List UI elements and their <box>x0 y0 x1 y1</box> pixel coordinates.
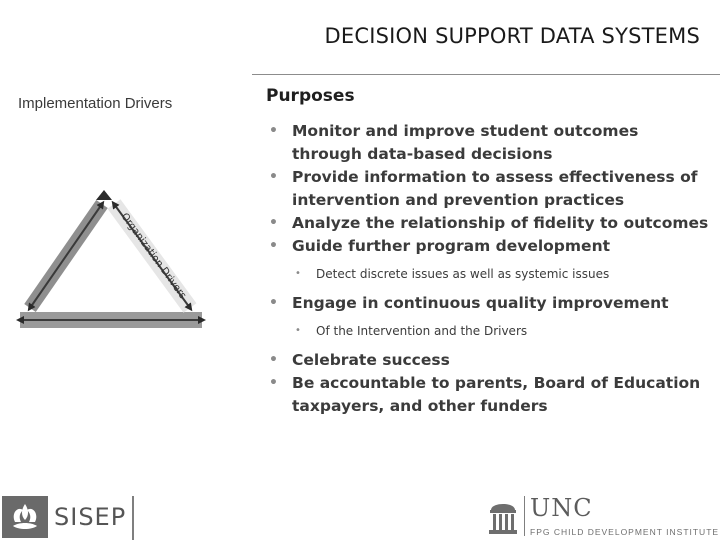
bullet-item <box>266 372 712 418</box>
bullet-text: Monitor and improve student outcomes through data-based decisions <box>292 122 639 163</box>
bullet-text: Be accountable to parents, Board of Education taxpayers, and other funders <box>292 374 701 415</box>
organization-drivers-label: Organization Drivers <box>118 211 189 302</box>
old-well-icon <box>488 496 518 536</box>
sisep-logo <box>0 494 134 540</box>
bullet-text: Analyze the relationship of fidelity to outcomes <box>292 214 709 232</box>
bullet-text: Engage in continuous quality improvement <box>292 294 669 312</box>
sisep-logo-mark-icon <box>2 496 48 538</box>
bullet-marker: • <box>269 238 278 254</box>
unc-fpg-logo <box>472 492 720 540</box>
bullet-marker: • <box>269 169 278 185</box>
bullet-text: Guide further program development <box>292 237 611 255</box>
bullet-item <box>266 120 712 166</box>
slide-title: DECISION SUPPORT DATA SYSTEMS <box>324 24 700 48</box>
bullet-item <box>266 166 712 212</box>
purposes-content <box>266 86 712 418</box>
unc-logo-text: UNC <box>530 494 593 522</box>
purposes-bullet-list <box>266 120 712 418</box>
bullet-text: Of the Intervention and the Drivers <box>316 324 528 338</box>
bullet-text: Detect discrete issues as well as systemic issues <box>316 267 610 281</box>
bullet-marker: • <box>295 325 301 336</box>
footer-left-divider <box>132 496 134 540</box>
bullet-item <box>266 212 712 235</box>
bullet-text: Celebrate success <box>292 351 450 369</box>
bullet-marker: • <box>295 268 301 279</box>
purposes-heading: Purposes <box>266 86 355 106</box>
triangle-top-arrowhead <box>96 190 112 200</box>
implementation-drivers-triangle <box>0 160 240 360</box>
bullet-item <box>266 292 712 315</box>
bullet-marker: • <box>269 215 278 231</box>
unc-divider <box>524 496 525 536</box>
implementation-drivers-label: Implementation Drivers <box>18 95 173 112</box>
bullet-marker: • <box>269 123 278 139</box>
sub-bullet-item <box>266 321 712 341</box>
fpg-institute-text: FPG CHILD DEVELOPMENT INSTITUTE <box>530 527 720 537</box>
bullet-marker: • <box>269 352 278 368</box>
bullet-marker: • <box>269 375 278 391</box>
bullet-marker: • <box>269 295 278 311</box>
bullet-item <box>266 349 712 372</box>
bullet-text: Provide information to assess effectiveness of intervention and prevention practices <box>292 168 698 209</box>
sub-bullet-item <box>266 264 712 284</box>
sisep-logo-text: SISEP <box>54 503 127 531</box>
title-divider <box>252 74 720 75</box>
bullet-item <box>266 235 712 258</box>
